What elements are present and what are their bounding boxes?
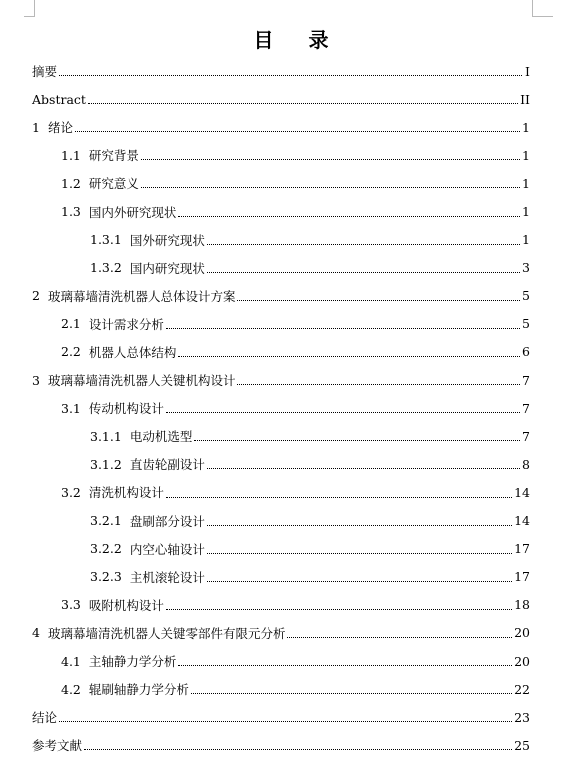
toc-dot-leader	[287, 636, 512, 638]
toc-dot-leader	[166, 496, 512, 498]
toc-page-number: 1	[522, 147, 530, 163]
toc-entry-title: 国外研究现状	[129, 232, 205, 248]
toc-page-number: 20	[514, 653, 530, 669]
toc-entry-number: 3.2.3	[90, 569, 122, 585]
toc-entry[interactable]	[0, 450, 582, 478]
toc-entry-number: 1.3.1	[90, 232, 122, 248]
toc-entry-title: 国内研究现状	[129, 260, 205, 276]
toc-entry[interactable]	[0, 703, 582, 731]
toc-dot-leader	[207, 580, 512, 582]
toc-entry[interactable]	[0, 591, 582, 619]
toc-entry[interactable]	[0, 507, 582, 535]
toc-entry-title: 辊刷轴静力学分析	[88, 682, 189, 698]
toc-dot-leader	[88, 102, 518, 104]
toc-entry-number: 3.2.2	[90, 541, 122, 557]
toc-entry-title: 主机滚轮设计	[129, 569, 205, 585]
toc-entry-number: 3.1.2	[90, 456, 122, 472]
toc-entry[interactable]	[0, 338, 582, 366]
toc-page-number: 5	[522, 288, 530, 304]
toc-page-number: 1	[522, 175, 530, 191]
toc-entry-title: 设计需求分析	[88, 316, 164, 332]
toc-dot-leader	[194, 439, 520, 441]
toc-page-number: 17	[514, 569, 530, 585]
toc-dot-leader	[207, 243, 520, 245]
toc-entry-number: 1.3.2	[90, 260, 122, 276]
toc-entry-number: 1	[32, 119, 40, 135]
toc-dot-leader	[178, 664, 512, 666]
toc-dot-leader	[178, 355, 520, 357]
toc-entry-number: 4	[32, 625, 40, 641]
toc-entry[interactable]	[0, 197, 582, 225]
toc-entry[interactable]	[0, 226, 582, 254]
toc-dot-leader	[178, 215, 520, 217]
toc-dot-leader	[207, 552, 512, 554]
toc-entry[interactable]	[0, 57, 582, 85]
toc-entry-title: 玻璃幕墙清洗机器人关键机构设计	[47, 373, 236, 389]
toc-dot-leader	[59, 74, 522, 76]
toc-dot-leader	[207, 524, 512, 526]
toc-dot-leader	[75, 130, 520, 132]
toc-entry[interactable]	[0, 478, 582, 506]
toc-dot-leader	[166, 608, 512, 610]
toc-page-number: 6	[522, 344, 530, 360]
toc-page-number: 22	[514, 681, 530, 697]
toc-entry-title: 研究背景	[88, 148, 139, 164]
toc-page-number: 7	[522, 400, 530, 416]
toc-entry[interactable]	[0, 169, 582, 197]
toc-entry[interactable]	[0, 563, 582, 591]
toc-entry-title: 摘要	[32, 64, 58, 80]
toc-dot-leader	[166, 411, 520, 413]
toc-entry-title: 结论	[32, 710, 58, 726]
toc-entry-title: 盘刷部分设计	[129, 513, 205, 529]
toc-page-number: 7	[522, 428, 530, 444]
toc-dot-leader	[237, 299, 520, 301]
toc-page-number: 1	[522, 232, 530, 248]
toc-entry[interactable]	[0, 535, 582, 563]
toc-entry-number: 3.1.1	[90, 428, 122, 444]
toc-entry-title: 玻璃幕墙清洗机器人总体设计方案	[47, 288, 236, 304]
toc-page-number: 14	[514, 484, 530, 500]
crop-mark-top-left	[24, 0, 35, 17]
toc-entry-title: 清洗机构设计	[88, 485, 164, 501]
toc-entry-title: 传动机构设计	[88, 401, 164, 417]
toc-entry[interactable]	[0, 422, 582, 450]
toc-entry[interactable]	[0, 619, 582, 647]
toc-page-number: 20	[514, 625, 530, 641]
toc-page-number: 3	[522, 260, 530, 276]
toc-entry-number: 3	[32, 372, 40, 388]
toc-page-number: 17	[514, 541, 530, 557]
toc-entry[interactable]	[0, 675, 582, 703]
toc-entry-title: 电动机选型	[129, 429, 193, 445]
toc-dot-leader	[59, 720, 512, 722]
toc-entry-title: 内空心轴设计	[129, 541, 205, 557]
toc-dot-leader	[166, 327, 520, 329]
toc-page-number: II	[520, 91, 530, 107]
toc-page-number: 25	[514, 737, 530, 753]
toc-page-number: 14	[514, 513, 530, 529]
toc-entry-number: 3.3	[61, 597, 81, 613]
toc-entry[interactable]	[0, 731, 582, 759]
toc-entry-number: 2.1	[61, 316, 81, 332]
toc-entry[interactable]	[0, 85, 582, 113]
toc-entry[interactable]	[0, 310, 582, 338]
toc-dot-leader	[237, 383, 520, 385]
toc-entry-title: 国内外研究现状	[88, 204, 177, 220]
toc-entry-number: 4.2	[61, 681, 81, 697]
toc-entry-number: 1.3	[61, 204, 81, 220]
toc-entry-number: 2.2	[61, 344, 81, 360]
toc-entry-number: 1.2	[61, 175, 81, 191]
toc-entry[interactable]	[0, 366, 582, 394]
toc-entry-title: 吸附机构设计	[88, 597, 164, 613]
toc-dot-leader	[141, 158, 520, 160]
toc-entry[interactable]	[0, 141, 582, 169]
toc-page-number: 1	[522, 204, 530, 220]
toc-entry-title: 绪论	[47, 120, 73, 136]
toc-dot-leader	[207, 271, 520, 273]
toc-entry-title: 直齿轮副设计	[129, 457, 205, 473]
toc-entry[interactable]	[0, 647, 582, 675]
toc-entry-number: 3.2	[61, 484, 81, 500]
toc-dot-leader	[84, 748, 512, 750]
toc-page-number: 8	[522, 456, 530, 472]
toc-entry[interactable]	[0, 254, 582, 282]
toc-list	[0, 57, 582, 759]
toc-entry-number: 3.2.1	[90, 513, 122, 529]
toc-page-number: 7	[522, 372, 530, 388]
toc-title: 目 录	[253, 28, 343, 52]
crop-mark-top-right	[532, 0, 553, 17]
toc-entry-title: 机器人总体结构	[88, 344, 177, 360]
toc-entry-title: Abstract	[32, 91, 86, 107]
toc-entry-number: 3.1	[61, 400, 81, 416]
toc-entry-title: 玻璃幕墙清洗机器人关键零部件有限元分析	[47, 625, 286, 641]
toc-dot-leader	[191, 692, 512, 694]
toc-entry-title: 研究意义	[88, 176, 139, 192]
toc-dot-leader	[141, 186, 520, 188]
toc-entry[interactable]	[0, 282, 582, 310]
toc-entry[interactable]	[0, 113, 582, 141]
toc-page-number: 23	[514, 709, 530, 725]
toc-entry-number: 1.1	[61, 147, 81, 163]
toc-entry-title: 主轴静力学分析	[88, 654, 177, 670]
toc-page-number: 18	[514, 597, 530, 613]
toc-dot-leader	[207, 467, 520, 469]
toc-entry-title: 参考文献	[32, 738, 83, 754]
toc-entry-number: 2	[32, 288, 40, 304]
toc-page-number: 5	[522, 316, 530, 332]
toc-entry[interactable]	[0, 394, 582, 422]
toc-entry-number: 4.1	[61, 653, 81, 669]
toc-page-number: 1	[522, 119, 530, 135]
toc-page-number: I	[525, 63, 530, 79]
